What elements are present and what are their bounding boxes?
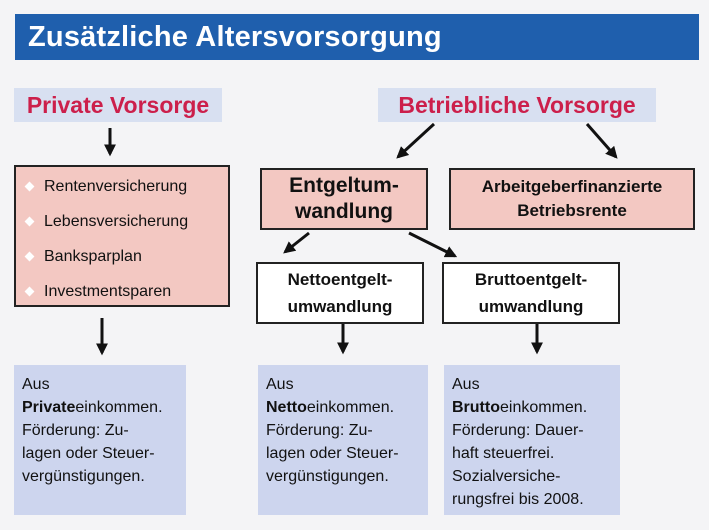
brutto-info-bold: Brutto [452, 399, 500, 416]
netto-info-line-3: Förderung: Zu- [266, 422, 373, 439]
brutto-box-line-2: umwandlung [478, 297, 584, 316]
brutto-info-line-6: rungsfrei bis 2008. [452, 491, 584, 508]
arrow-entgeltumwandlung-to-netto [285, 233, 309, 252]
list-item-label: Banksparplan [44, 248, 142, 265]
private-info-line-1: Aus [22, 376, 50, 393]
page-title: Zusätzliche Altersvorsorgung [28, 21, 442, 53]
netto-info-rest: einkommen. [306, 399, 395, 416]
brutto-box-line-1: Bruttoentgelt- [474, 270, 588, 289]
brutto-info-line-4: haft steuerfrei. [452, 445, 555, 462]
private-info-rest: einkommen. [75, 399, 163, 416]
arrow-entgeltumwandlung-to-brutto [409, 233, 455, 256]
entgeltumwandlung-line-2: wandlung [295, 200, 393, 223]
brutto-info-line-5: Sozialversiche- [452, 468, 561, 485]
private-info-line-5: vergünstigungen. [22, 468, 145, 485]
arrow-company-to-arbeitgeber [587, 124, 616, 157]
heading-private-vorsorge: Private Vorsorge [14, 88, 222, 122]
list-item-label: Investmentsparen [44, 283, 172, 300]
arbeitgeber-line-2: Betriebsrente [517, 201, 627, 220]
private-info-line-4: lagen oder Steuer- [22, 445, 155, 462]
brutto-info-line-3: Förderung: Dauer- [452, 422, 584, 439]
list-item-label: Rentenversicherung [44, 178, 188, 195]
entgeltumwandlung-line-1: Entgeltum- [289, 174, 399, 197]
netto-info-line-1: Aus [266, 376, 294, 393]
heading-betriebliche-vorsorge: Betriebliche Vorsorge [378, 88, 656, 122]
netto-info-bold: Netto [266, 399, 307, 416]
netto-box-line-1: Nettoentgelt- [287, 270, 393, 289]
brutto-info-rest: einkommen. [499, 399, 588, 416]
netto-info-line-5: vergünstigungen. [266, 468, 389, 485]
arbeitgeber-line-1: Arbeitgeberfinanzierte [481, 177, 663, 196]
private-info-bold: Private [22, 399, 76, 416]
netto-box-line-2: umwandlung [287, 297, 393, 316]
brutto-info-line-1: Aus [452, 376, 480, 393]
arrow-company-to-entgeltumwandlung [398, 124, 434, 157]
netto-info-line-4: lagen oder Steuer- [266, 445, 399, 462]
list-item-label: Lebensversicherung [44, 213, 189, 230]
private-info-line-3: Förderung: Zu- [22, 422, 129, 439]
